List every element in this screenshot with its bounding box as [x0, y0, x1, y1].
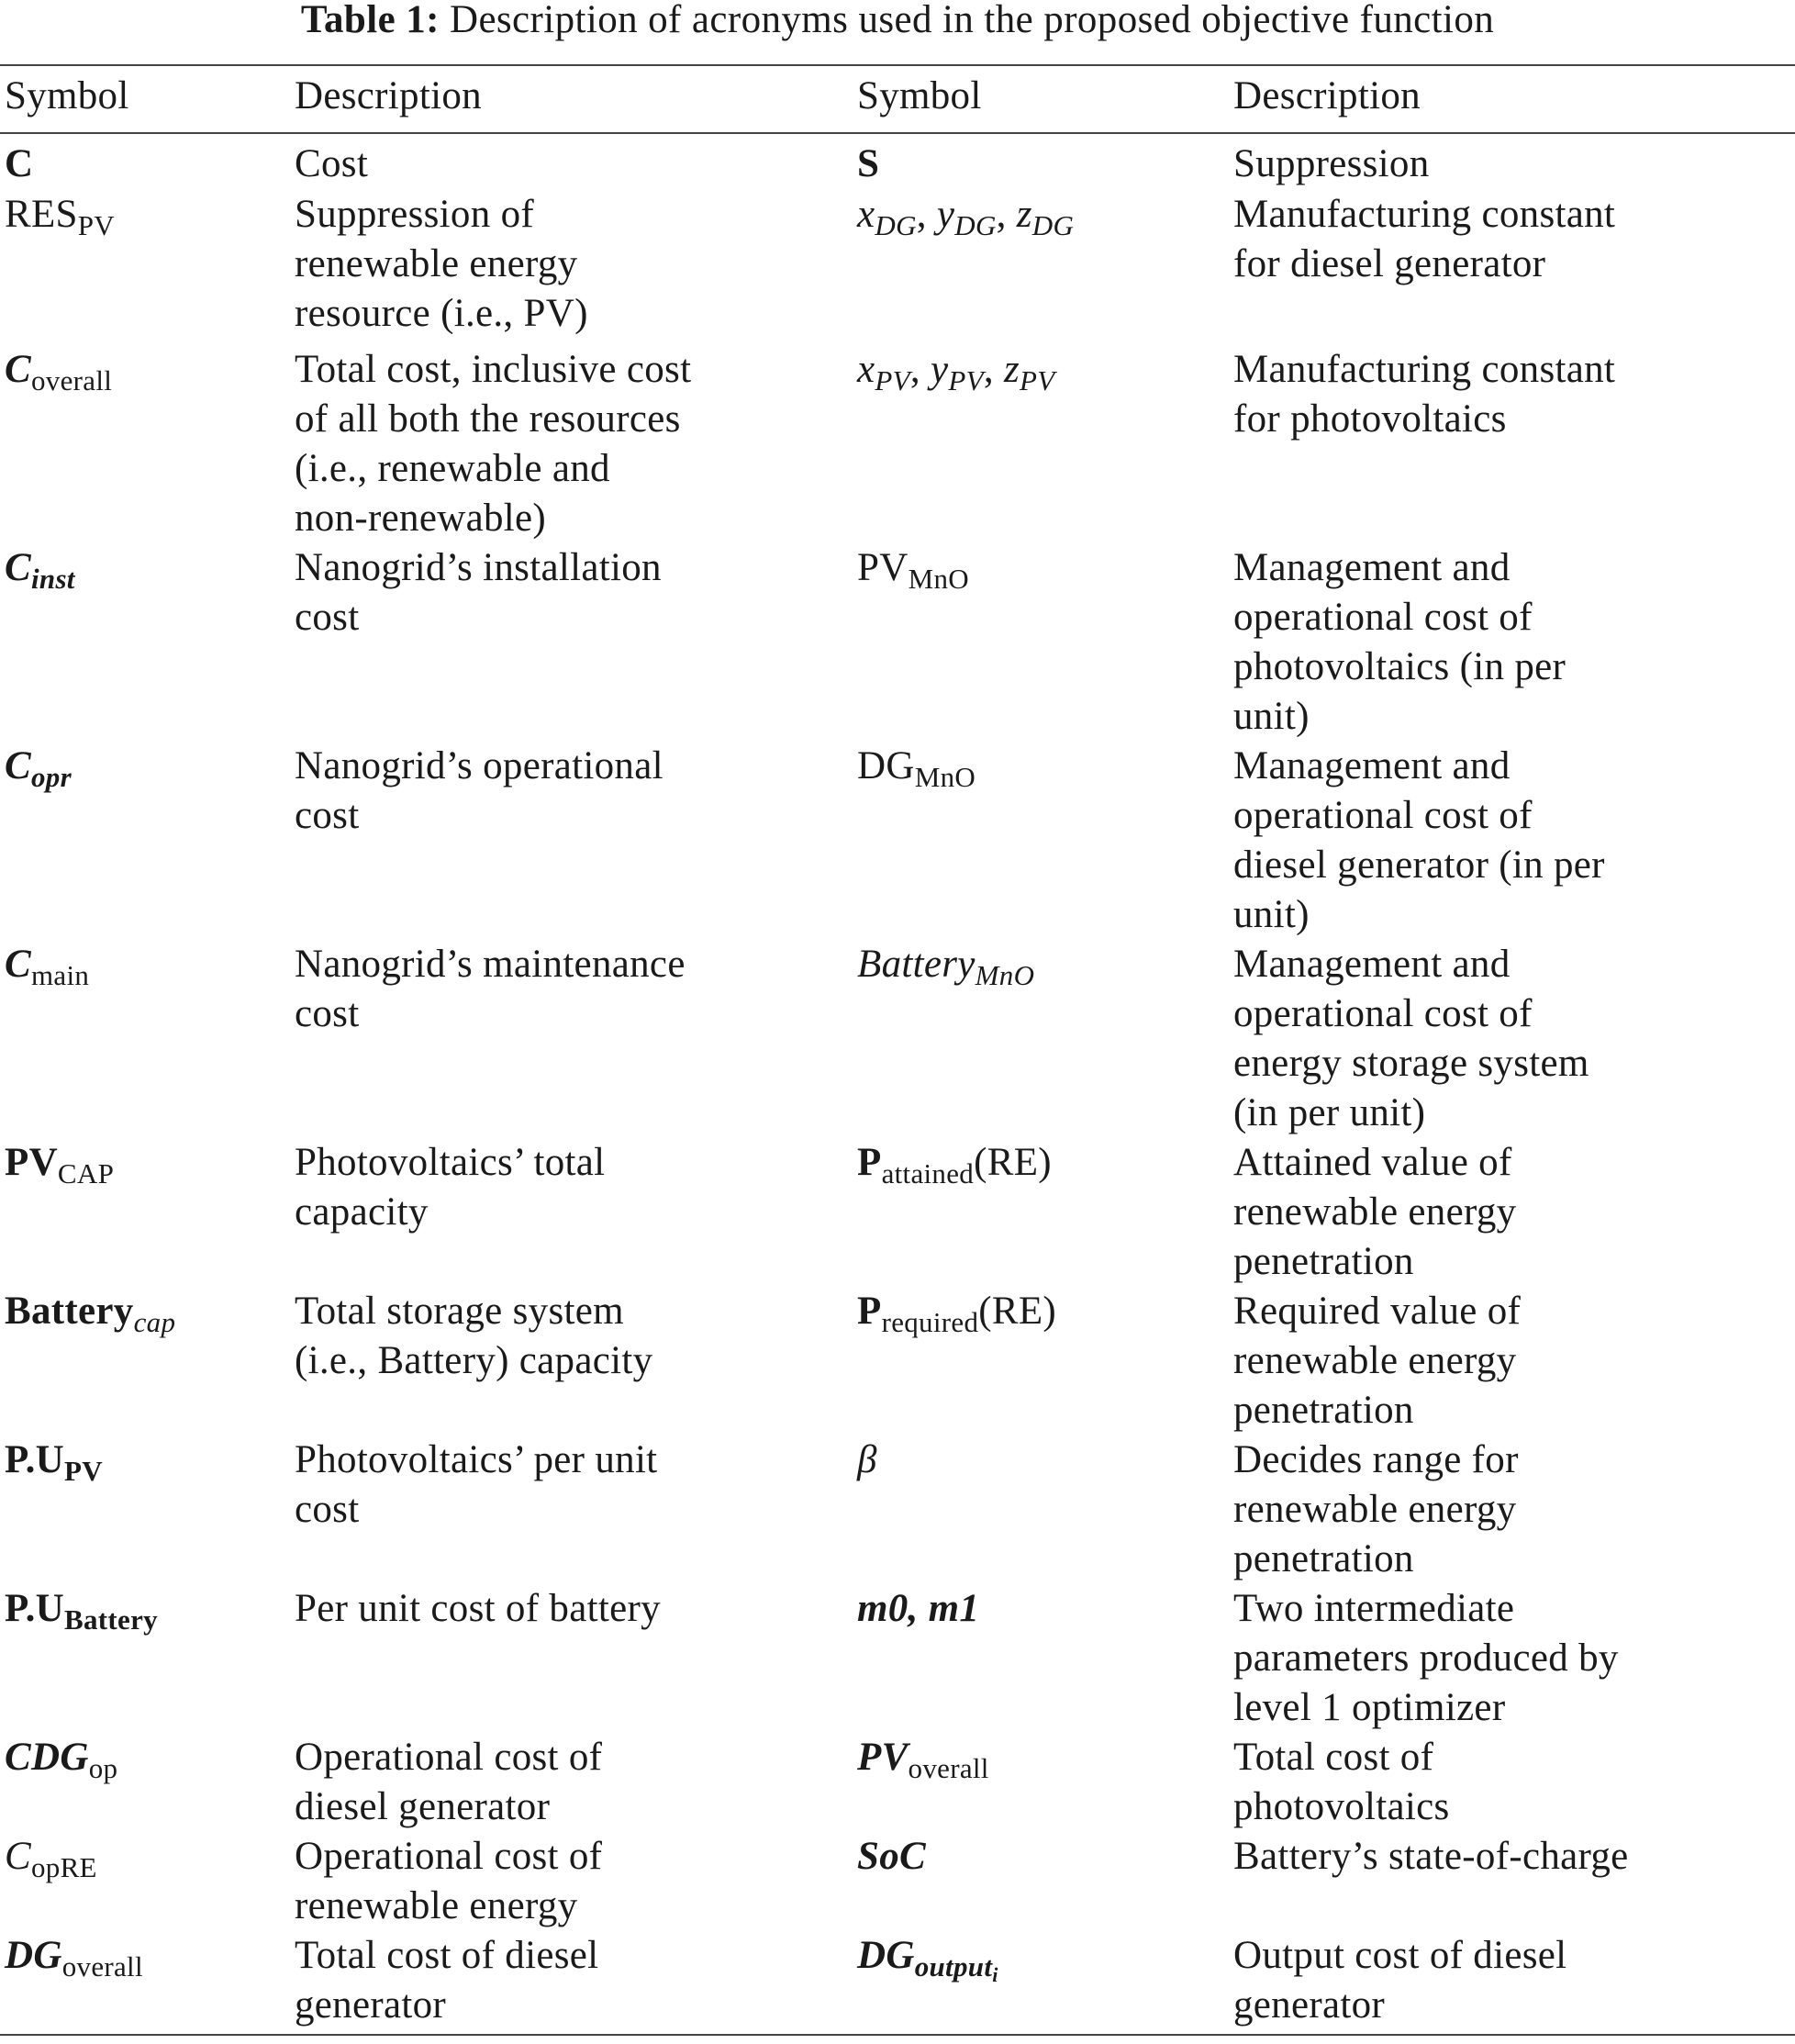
- symbol-base: DG: [857, 1934, 915, 1977]
- left-symbol: [5, 546, 75, 595]
- description-cell-right: [1229, 345, 1795, 543]
- symbol-sub-subscript: i: [992, 1963, 998, 1986]
- description-cell-left: [290, 1287, 853, 1435]
- right-description-line: Required value of: [1233, 1290, 1522, 1333]
- symbol-letter-x: x: [857, 193, 875, 236]
- symbol-subscript: MnO: [908, 563, 969, 595]
- symbol-subscript: MnO: [975, 959, 1035, 991]
- right-symbol: [857, 1934, 998, 1986]
- symbol-base: S: [857, 142, 880, 185]
- symbol-separator: ,: [996, 193, 1017, 236]
- symbol-base: RES: [5, 193, 78, 236]
- symbol-cell-right: [853, 190, 1229, 345]
- left-description-line: cost: [295, 992, 360, 1035]
- right-symbol: [857, 142, 879, 185]
- left-symbol: [5, 193, 115, 241]
- left-symbol: [5, 1587, 158, 1636]
- right-description-line: diesel generator (in per: [1233, 843, 1605, 887]
- symbol-subscript: PV: [948, 364, 984, 397]
- description-cell-left: [290, 1138, 853, 1287]
- symbol-cell-right: [853, 1584, 1229, 1733]
- right-description-line: unit): [1233, 695, 1310, 738]
- right-symbol: [857, 1438, 877, 1481]
- left-description-line: Operational cost of: [295, 1736, 603, 1779]
- header-description-2: Description: [1233, 74, 1421, 117]
- symbol-base: PV: [857, 1736, 909, 1779]
- left-symbol: [5, 1438, 103, 1487]
- left-description-line: Total cost of diesel: [295, 1934, 599, 1977]
- description-cell-right: [1229, 1584, 1795, 1733]
- symbol-cell-left: [0, 1138, 290, 1287]
- left-symbol: [5, 348, 113, 397]
- left-symbol: [5, 142, 33, 185]
- symbol-subscript: MnO: [914, 761, 976, 793]
- right-description-line: operational cost of: [1233, 596, 1533, 639]
- description-cell-right: [1229, 190, 1795, 345]
- header-symbol-2: Symbol: [857, 74, 982, 117]
- right-description-line: Manufacturing constant: [1233, 348, 1616, 391]
- symbol-base: P.U: [5, 1587, 65, 1630]
- symbol-subscript: op: [88, 1752, 118, 1784]
- right-description-line: Management and: [1233, 943, 1511, 986]
- symbol-subscript: outputi: [914, 1950, 998, 1986]
- table-row: [0, 940, 1795, 1138]
- symbol-base: C: [5, 943, 31, 986]
- description-cell-right: [1229, 543, 1795, 742]
- table-row: [0, 1931, 1795, 2044]
- symbol-cell-right: [853, 940, 1229, 1138]
- left-symbol: [5, 1141, 115, 1190]
- left-description-line: of all both the resources: [295, 397, 681, 441]
- right-description-line: energy storage system: [1233, 1042, 1589, 1085]
- symbol-subscript: required: [881, 1306, 979, 1338]
- description-cell-left: [290, 1435, 853, 1584]
- table-row: [0, 1832, 1795, 1931]
- symbol-cell-left: [0, 940, 290, 1138]
- table-row: [0, 1733, 1795, 1832]
- right-description-line: photovoltaics (in per: [1233, 645, 1566, 688]
- symbol-subscript: PV: [875, 364, 910, 397]
- symbol-cell-left: [0, 1832, 290, 1931]
- table-row: [0, 345, 1795, 543]
- symbol-cell-left: [0, 1584, 290, 1733]
- header-symbol-1: Symbol: [5, 74, 129, 117]
- left-description-line: capacity: [295, 1190, 429, 1234]
- description-cell-right: [1229, 1832, 1795, 1931]
- description-cell-left: [290, 190, 853, 345]
- right-description-line: Suppression: [1233, 142, 1430, 185]
- description-cell-left: [290, 1931, 853, 2044]
- description-cell-right: [1229, 1138, 1795, 1287]
- description-cell-right: [1229, 1435, 1795, 1584]
- right-description-line: renewable energy: [1233, 1190, 1517, 1234]
- right-description-line: Management and: [1233, 546, 1511, 589]
- description-cell-left: [290, 543, 853, 742]
- right-description-line: Management and: [1233, 744, 1511, 787]
- symbol-subscript: CAP: [57, 1157, 115, 1190]
- description-cell-left: [290, 940, 853, 1138]
- symbol-cell-right: [853, 130, 1229, 190]
- symbol-subscript: DG: [1031, 209, 1075, 241]
- symbol-cell-left: [0, 1733, 290, 1832]
- right-symbol: [857, 1587, 979, 1630]
- right-description-line: level 1 optimizer: [1233, 1686, 1506, 1729]
- symbol-subscript: overall: [908, 1752, 989, 1784]
- table-row: [0, 1287, 1795, 1435]
- left-description-line: cost: [295, 794, 360, 837]
- symbol-base: P: [857, 1290, 882, 1333]
- table-row: [0, 543, 1795, 742]
- left-description-line: cost: [295, 1488, 360, 1531]
- symbol-separator: ,: [909, 348, 931, 391]
- symbol-base: C: [5, 744, 31, 787]
- symbol-base: SoC: [857, 1835, 926, 1878]
- symbol-base: P.U: [5, 1438, 65, 1481]
- right-description-line: renewable energy: [1233, 1339, 1517, 1382]
- symbol-cell-right: [853, 1832, 1229, 1931]
- symbol-base: C: [5, 1835, 31, 1878]
- symbol-cell-left: [0, 1287, 290, 1435]
- symbol-subscript: attained: [881, 1157, 975, 1190]
- symbol-cell-left: [0, 1931, 290, 2044]
- right-symbol: [857, 193, 1075, 241]
- symbol-subscript: opRE: [30, 1851, 97, 1883]
- right-description-line: penetration: [1233, 1240, 1414, 1283]
- symbol-subscript: opr: [30, 761, 72, 793]
- symbol-cell-left: [0, 543, 290, 742]
- caption-label: Table 1:: [300, 0, 440, 41]
- right-description-line: penetration: [1233, 1537, 1414, 1580]
- left-description-line: Nanogrid’s maintenance: [295, 943, 686, 986]
- description-cell-right: [1229, 1733, 1795, 1832]
- left-description-line: diesel generator: [295, 1785, 551, 1828]
- header-description-1: Description: [295, 74, 482, 117]
- left-description-line: Photovoltaics’ total: [295, 1141, 606, 1184]
- right-description-line: Battery’s state-of-charge: [1233, 1835, 1629, 1878]
- left-description-line: resource (i.e., PV): [295, 292, 588, 335]
- symbol-base: m0, m1: [857, 1587, 980, 1630]
- symbol-cell-right: [853, 1138, 1229, 1287]
- right-description-line: for diesel generator: [1233, 242, 1546, 285]
- left-description-line: Per unit cost of battery: [295, 1587, 661, 1630]
- description-cell-right: [1229, 130, 1795, 190]
- symbol-cell-right: [853, 345, 1229, 543]
- left-symbol: [5, 1835, 97, 1883]
- description-cell-left: [290, 1733, 853, 1832]
- description-cell-left: [290, 130, 853, 190]
- symbol-letter-z: z: [1016, 193, 1032, 236]
- right-symbol: [857, 1141, 1052, 1190]
- left-description-line: renewable energy: [295, 242, 578, 285]
- symbol-base: β: [857, 1438, 877, 1481]
- table-row: [0, 1584, 1795, 1733]
- symbol-subscript: DG: [954, 209, 997, 241]
- symbol-cell-left: [0, 345, 290, 543]
- left-description-line: cost: [295, 596, 360, 639]
- symbol-base: DG: [857, 744, 915, 787]
- table-row: [0, 190, 1795, 345]
- right-description-line: Decides range for: [1233, 1438, 1519, 1481]
- caption-text: Description of acronyms used in the proposed objective function: [449, 0, 1495, 41]
- left-symbol: [5, 744, 72, 793]
- symbol-subscript: PV: [1020, 364, 1055, 397]
- symbol-subscript: PV: [64, 1455, 103, 1487]
- symbol-cell-left: [0, 130, 290, 190]
- right-description-line: generator: [1233, 1983, 1386, 2027]
- left-symbol: [5, 1290, 176, 1338]
- description-cell-left: [290, 1832, 853, 1931]
- symbol-cell-right: [853, 742, 1229, 940]
- left-description-line: Operational cost of: [295, 1835, 603, 1878]
- right-description-line: parameters produced by: [1233, 1636, 1619, 1680]
- symbol-cell-right: [853, 1733, 1229, 1832]
- symbol-subscript: DG: [875, 209, 917, 241]
- right-symbol: [857, 1736, 989, 1784]
- symbol-letter-x: x: [857, 348, 875, 391]
- symbol-subscript: main: [30, 959, 90, 991]
- header-row: [0, 0, 1795, 130]
- right-description-line: Attained value of: [1233, 1141, 1512, 1184]
- table-row: [0, 742, 1795, 940]
- right-description-line: penetration: [1233, 1389, 1414, 1432]
- symbol-cell-left: [0, 1435, 290, 1584]
- description-cell-left: [290, 1584, 853, 1733]
- symbol-base: PV: [5, 1141, 58, 1184]
- right-symbol: [857, 348, 1055, 397]
- symbol-subscript: Battery: [64, 1603, 158, 1636]
- symbol-base: Battery: [5, 1290, 134, 1333]
- right-description-line: operational cost of: [1233, 992, 1533, 1035]
- symbol-subscript: PV: [77, 209, 115, 241]
- symbol-subscript: overall: [30, 364, 113, 397]
- symbol-cell-right: [853, 1931, 1229, 2044]
- symbol-separator: ,: [916, 193, 937, 236]
- symbol-cell-right: [853, 1287, 1229, 1435]
- description-cell-right: [1229, 742, 1795, 940]
- right-description-line: Manufacturing constant: [1233, 193, 1616, 236]
- left-description-line: (i.e., Battery) capacity: [295, 1339, 653, 1382]
- table-row: [0, 1138, 1795, 1287]
- symbol-cell-right: [853, 543, 1229, 742]
- symbol-base: P: [857, 1141, 882, 1184]
- symbol-subscript: overall: [61, 1950, 143, 1983]
- symbol-base: C: [5, 546, 31, 589]
- right-description-line: photovoltaics: [1233, 1785, 1450, 1828]
- right-description-line: operational cost of: [1233, 794, 1533, 837]
- left-description-line: (i.e., renewable and: [295, 447, 610, 490]
- left-symbol: [5, 1736, 118, 1784]
- right-symbol: [857, 744, 976, 793]
- description-cell-left: [290, 742, 853, 940]
- symbol-suffix: (RE): [978, 1290, 1057, 1333]
- description-cell-right: [1229, 1931, 1795, 2044]
- description-cell-left: [290, 345, 853, 543]
- symbol-base: Battery: [857, 943, 976, 986]
- table-row: [0, 130, 1795, 190]
- symbol-cell-right: [853, 1435, 1229, 1584]
- description-cell-right: [1229, 1287, 1795, 1435]
- right-description-line: (in per unit): [1233, 1091, 1426, 1134]
- left-description-line: renewable energy: [295, 1884, 578, 1927]
- symbol-letter-y: y: [930, 348, 949, 391]
- symbol-suffix: (RE): [974, 1141, 1052, 1184]
- right-description-line: unit): [1233, 893, 1310, 936]
- right-symbol: [857, 1290, 1057, 1338]
- left-description-line: generator: [295, 1983, 447, 2027]
- right-description-line: Output cost of diesel: [1233, 1934, 1567, 1977]
- table-row: [0, 1435, 1795, 1584]
- symbol-cell-left: [0, 742, 290, 940]
- right-description-line: for photovoltaics: [1233, 397, 1507, 441]
- right-symbol: [857, 943, 1035, 991]
- symbol-base: CDG: [5, 1736, 89, 1779]
- symbol-subscript: inst: [30, 563, 75, 595]
- right-description-line: Two intermediate: [1233, 1587, 1515, 1630]
- left-description-line: Cost: [295, 142, 369, 185]
- symbol-base: C: [5, 142, 34, 185]
- right-symbol: [857, 546, 969, 595]
- description-cell-right: [1229, 940, 1795, 1138]
- right-description-line: renewable energy: [1233, 1488, 1517, 1531]
- left-description-line: Nanogrid’s installation: [295, 546, 662, 589]
- left-description-line: Suppression of: [295, 193, 535, 236]
- symbol-subscript: cap: [133, 1306, 176, 1338]
- left-symbol: [5, 943, 90, 991]
- left-description-line: Total storage system: [295, 1290, 624, 1333]
- left-description-line: Photovoltaics’ per unit: [295, 1438, 658, 1481]
- symbol-base: PV: [857, 546, 909, 589]
- symbol-letter-z: z: [1003, 348, 1020, 391]
- symbol-base: DG: [5, 1934, 62, 1977]
- left-symbol: [5, 1934, 143, 1983]
- symbol-separator: ,: [983, 348, 1004, 391]
- left-description-line: Total cost, inclusive cost: [295, 348, 692, 391]
- left-description-line: Nanogrid’s operational: [295, 744, 663, 787]
- symbol-base: C: [5, 348, 31, 391]
- right-description-line: Total cost of: [1233, 1736, 1434, 1779]
- symbol-cell-left: [0, 190, 290, 345]
- right-symbol: [857, 1835, 926, 1878]
- symbol-letter-y: y: [936, 193, 955, 236]
- left-description-line: non-renewable): [295, 497, 546, 540]
